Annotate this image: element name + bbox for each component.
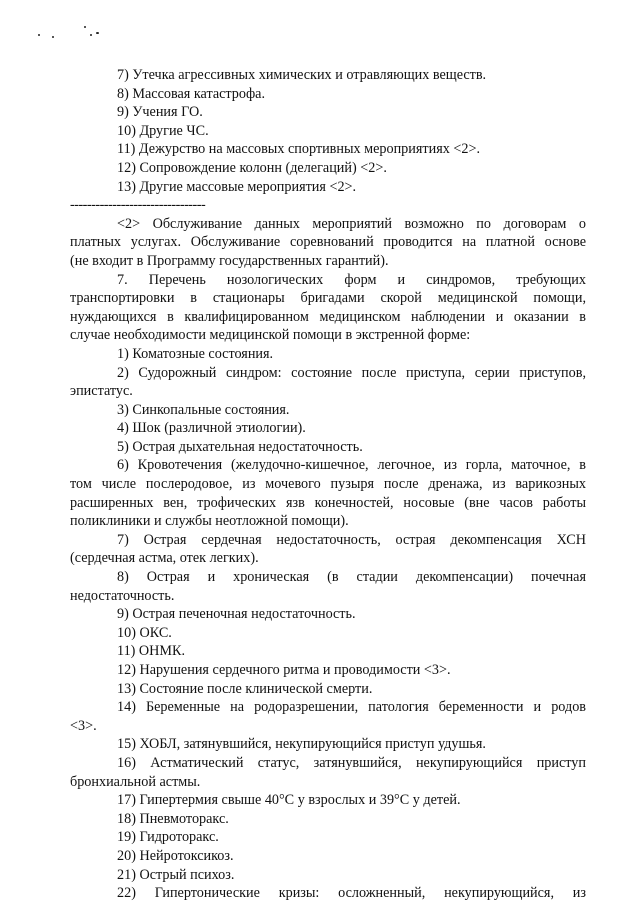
- list-item: [70, 866, 586, 885]
- list-item: [70, 884, 586, 903]
- list-item-line: 9) Острая печеночная недостаточность.: [117, 606, 356, 623]
- list-item: [70, 438, 586, 457]
- list-item-line: расширенных вен, трофических язв конечностей, носовые (вне часов работы: [70, 494, 586, 511]
- list-item: 11) Дежурство на массовых спортивных мероприятиях <2>.: [117, 141, 480, 158]
- list-item-line: 19) Гидроторакс.: [117, 829, 219, 846]
- list-item-line: 20) Нейротоксикоз.: [117, 847, 234, 864]
- list-item-line: 21) Острый психоз.: [117, 866, 235, 883]
- footnote-separator: --------------------------------: [70, 197, 206, 214]
- list-item: [70, 456, 586, 530]
- list-item-line: поликлиники и службы неотложной помощи).: [70, 513, 349, 530]
- list-item-line: 11) ОНМК.: [117, 643, 186, 660]
- list-item-line: 3) Синкопальные состояния.: [117, 401, 290, 418]
- footnote-line: платных услугах. Обслуживание соревнований проводится на платной основе: [70, 234, 586, 251]
- list-item-line: эпистатус.: [70, 383, 133, 400]
- list-item-line: 6) Кровотечения (желудочно-кишечное, легочное, из горла, маточное, в: [117, 457, 586, 474]
- list-item-line: недостаточность.: [70, 587, 175, 604]
- footnote-line: <2> Обслуживание данных мероприятий возможно по договорам о: [117, 215, 586, 232]
- list-item: [70, 364, 586, 401]
- list-item-line: 22) Гипертонические кризы: осложненный, некупирующийся, из: [117, 885, 586, 902]
- list-item-line: 18) Пневмоторакс.: [117, 810, 229, 827]
- list-item-line: 17) Гипертермия свыше 40°С у взрослых и 39°С у детей.: [117, 792, 461, 809]
- list-item: [70, 531, 586, 568]
- list-item: [70, 754, 586, 791]
- list-item: [70, 791, 586, 810]
- list-item-line: 8) Острая и хроническая (в стадии декомпенсации) почечная: [117, 569, 586, 586]
- list-item: 8) Массовая катастрофа.: [117, 85, 266, 102]
- list-item: [70, 642, 586, 661]
- list-item-line: 15) ХОБЛ, затянувшийся, некупирующийся приступ удушья.: [117, 736, 486, 753]
- section-7-paragraph: [70, 271, 586, 345]
- footnote-paragraph: [70, 215, 586, 271]
- list-item: [70, 401, 586, 420]
- list-item: [70, 419, 586, 438]
- list-item: [70, 847, 586, 866]
- section-7-line: нуждающихся в квалифицированном медицинском наблюдении и оказании в: [70, 308, 586, 325]
- list-item-line: 5) Острая дыхательная недостаточность.: [117, 438, 363, 455]
- list-item-line: 14) Беременные на родоразрешении, патология беременности и родов: [117, 699, 586, 716]
- list-item: [70, 680, 586, 699]
- list-item: 7) Утечка агрессивных химических и отравляющих веществ.: [117, 67, 487, 83]
- list-item: [70, 698, 586, 735]
- list-item-line: 13) Состояние после клинической смерти.: [117, 680, 373, 697]
- list-item-line: 10) ОКС.: [117, 624, 172, 641]
- list-item-line: 1) Коматозные состояния.: [117, 345, 274, 362]
- list-item: 12) Сопровождение колонн (делегаций) <2>.: [117, 159, 387, 176]
- list-item-line: 2) Судорожный синдром: состояние после приступа, серии приступов,: [117, 364, 586, 381]
- nosology-list: [70, 345, 586, 903]
- list-item: 13) Другие массовые мероприятия <2>.: [117, 178, 357, 195]
- list-item: [70, 345, 586, 364]
- scan-specks: [38, 22, 108, 42]
- emergency-list: [70, 66, 586, 196]
- list-item-line: бронхиальной астмы.: [70, 773, 201, 790]
- list-item-line: (сердечная астма, отек легких).: [70, 550, 259, 567]
- list-item-line: 7) Острая сердечная недостаточность, острая декомпенсация ХСН: [117, 531, 586, 548]
- section-7-line: случае необходимости медицинской помощи в экстренной форме:: [70, 327, 471, 344]
- list-item-line: 16) Астматический статус, затянувшийся, некупирующийся приступ: [117, 754, 586, 771]
- list-item: 9) Учения ГО.: [117, 104, 203, 121]
- list-item: [70, 735, 586, 754]
- list-item: [70, 568, 586, 605]
- document-body: [70, 66, 586, 903]
- section-7-line: транспортировки в стационары бригадами скорой медицинской помощи,: [70, 290, 586, 307]
- list-item-line: том числе послеродовое, из мочевого пузыря после дренажа, из варикозных: [70, 476, 586, 493]
- list-item: [70, 605, 586, 624]
- list-item-line: <3>.: [70, 717, 97, 734]
- footnote-line: (не входит в Программу государственных гарантий).: [70, 252, 389, 269]
- list-item-line: 12) Нарушения сердечного ритма и проводимости <3>.: [117, 662, 451, 678]
- section-7-line: 7. Перечень нозологических форм и синдромов, требующих: [117, 271, 586, 288]
- list-item: [70, 828, 586, 847]
- list-item-line: 4) Шок (различной этиологии).: [117, 420, 306, 437]
- list-item: [70, 661, 586, 680]
- list-item: [70, 810, 586, 829]
- list-item: 10) Другие ЧС.: [117, 122, 209, 139]
- list-item: [70, 624, 586, 643]
